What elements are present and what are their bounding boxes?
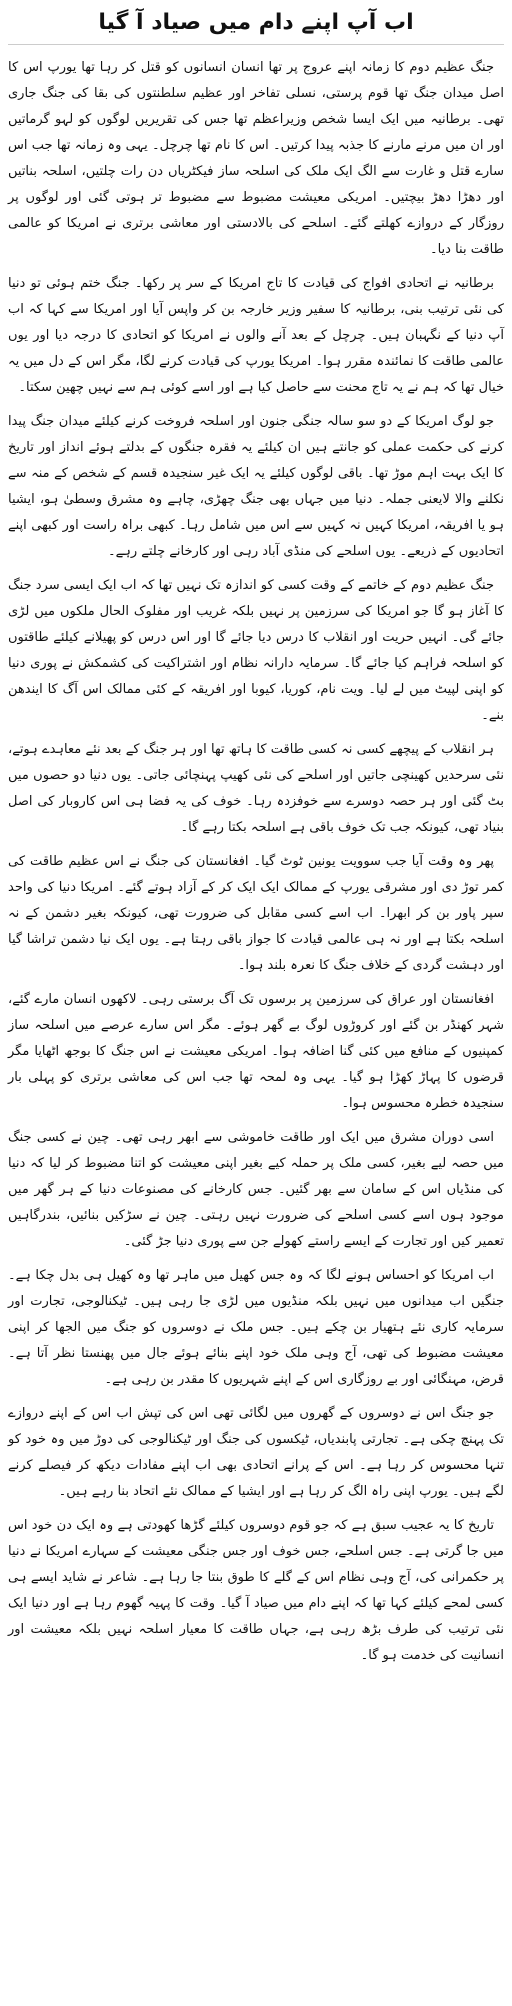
article-paragraph: برطانیہ نے اتحادی افواج کی قیادت کا تاج امریکا کے سر پر رکھا۔ جنگ ختم ہوئی تو دنیا کی نئی ترتیب بنی، برطانیہ کا سفیر وزیر خارجہ بن کر واپس آیا اور امریکا سے کہا کہ اب آپ دنیا کے نگہبان ہیں۔ چرچل کے بعد آنے والوں نے امریکا کو اتحادی کا درجہ دیا اور یوں عالمی طاقت کا نمائندہ مقرر ہوا۔ امریکا یورپ کی قیادت کرنے لگا، مگر اس کے دل میں یہ خیال تھا کہ ہم نے یہ تاج محنت سے حاصل کیا ہے اور اسے کوئی ہم سے نہیں چھین سکتا۔ [8, 276, 504, 395]
article-paragraph: جنگ عظیم دوم کے خاتمے کے وقت کسی کو اندازہ تک نہیں تھا کہ اب ایک ایسی سرد جنگ کا آغاز ہو گا جو امریکا کی سرزمین پر نہیں بلکہ غریب اور مفلوک الحال ملکوں میں لڑی جائے گی۔ انہیں حریت اور انقلاب کا درس دیا جائے گا اور اس درس کو پھیلانے کیلئے طاقتوں کو اسلحہ فراہم کیا جائے گا۔ سرمایہ دارانہ نظام اور اشتراکیت کی کشمکش نے پوری دنیا کو اپنی لپیٹ میں لے لیا۔ ویت نام، کوریا، کیوبا اور افریقہ کے کئی ممالک اس آگ کا ایندھن بنے۔ [8, 578, 504, 723]
article-paragraph: اب امریکا کو احساس ہونے لگا کہ وہ جس کھیل میں ماہر تھا وہ کھیل ہی بدل چکا ہے۔ جنگیں اب میدانوں میں نہیں بلکہ منڈیوں میں لڑی جا رہی ہیں۔ ٹیکنالوجی، تجارت اور سرمایہ کاری نئے ہتھیار بن چکے ہیں۔ جس ملک نے دوسروں کو جنگ میں الجھا کر اپنی معیشت مضبوط کی تھی، آج وہی ملک خود اپنے بنائے ہوئے جال میں پھنستا نظر آتا ہے۔ قرض، مہنگائی اور بے روزگاری اس کے اپنے شہریوں کا مقدر بن رہی ہے۔ [8, 1268, 504, 1387]
article-paragraph: تاریخ کا یہ عجیب سبق ہے کہ جو قوم دوسروں کیلئے گڑھا کھودتی ہے وہ ایک دن خود اس میں جا گرتی ہے۔ جس اسلحے، جس خوف اور جس جنگی معیشت کے سہارے امریکا نے دنیا پر حکمرانی کی، آج وہی نظام اس کے گلے کا طوق بنتا جا رہا ہے۔ شاعر نے شاید ایسے ہی کسی لمحے کیلئے کہا تھا کہ اپنے دام میں صیاد آ گیا۔ وقت کا پہیہ گھوم رہا ہے اور دنیا ایک نئی ترتیب کی طرف بڑھ رہی ہے، جہاں طاقت کا معیار اسلحہ نہیں بلکہ معیشت اور انسانیت کی خدمت ہو گا۔ [8, 1518, 504, 1663]
article-paragraph: افغانستان اور عراق کی سرزمین پر برسوں تک آگ برستی رہی۔ لاکھوں انسان مارے گئے، شہر کھنڈر بن گئے اور کروڑوں لوگ بے گھر ہوئے۔ مگر اس سارے عرصے میں اسلحہ ساز کمپنیوں کے منافع میں کئی گنا اضافہ ہوا۔ امریکی معیشت نے اس جنگ کا بوجھ اٹھایا مگر قرضوں کا پہاڑ کھڑا ہو گیا۔ یہی وہ لمحہ تھا جب اس کی معاشی برتری کو پہلی بار سنجیدہ خطرہ محسوس ہوا۔ [8, 992, 504, 1111]
article-paragraph: اسی دوران مشرق میں ایک اور طاقت خاموشی سے ابھر رہی تھی۔ چین نے کسی جنگ میں حصہ لیے بغیر، کسی ملک پر حملہ کیے بغیر اپنی معیشت کو اتنا مضبوط کر لیا کہ دنیا کی منڈیاں اس کے سامان سے بھر گئیں۔ جس کارخانے کی مصنوعات دنیا کے ہر گھر میں موجود ہوں اسے کسی اسلحے کی ضرورت نہیں رہتی۔ چین نے سڑکیں بنائیں، بندرگاہیں تعمیر کیں اور تجارت کے ایسے راستے کھولے جن سے پوری دنیا جڑ گئی۔ [8, 1130, 504, 1249]
article-paragraph: جو لوگ امریکا کے دو سو سالہ جنگی جنون اور اسلحہ فروخت کرنے کیلئے میدان جنگ پیدا کرنے کی حکمت عملی کو جانتے ہیں ان کیلئے یہ فقرہ جنگوں کے بدلتے ہوئے انداز اور تاریخ کا ایک بہت اہم موڑ تھا۔ باقی لوگوں کیلئے یہ ایک غیر سنجیدہ قسم کے شخص کے منہ سے نکلنے والا لایعنی جملہ۔ دنیا میں جہاں بھی جنگ چھڑی، چاہے وہ مشرق وسطیٰ ہو، ایشیا ہو یا افریقہ، امریکا کہیں نہ کہیں سے اس میں شامل رہا۔ کبھی براہ راست اور کبھی اپنے اتحادیوں کے ذریعے۔ یوں اسلحے کی منڈی آباد رہی اور کارخانے چلتے رہے۔ [8, 414, 504, 559]
article-paragraph: جنگ عظیم دوم کا زمانہ اپنے عروج پر تھا انسان انسانوں کو قتل کر رہا تھا یورپ اس کا اصل میدان جنگ تھا قوم پرستی، نسلی تفاخر اور عظیم سلطنتوں کی بقا کی جنگ جاری تھی۔ برطانیہ میں ایک ایسا شخص وزیراعظم تھا جس کی تقریریں لوگوں کو لہو گرماتیں اور ان میں مرنے مارنے کا جذبہ پیدا کرتیں۔ اس کا نام تھا چرچل۔ یہی وہ زمانہ تھا جب اس سارے قتل و غارت سے الگ ایک ملک کی اسلحہ ساز فیکٹریاں دن رات چلتیں، اسلحہ بناتیں اور دھڑا دھڑ بیچتیں۔ امریکی معیشت مضبوط سے مضبوط تر ہوتی گئی اور لوگوں پر روزگار کے دروازے کھلتے گئے۔ اسلحے کی بالادستی اور معاشی برتری نے امریکا کو عالمی طاقت بنا دیا۔ [8, 60, 504, 257]
article-paragraph: ہر انقلاب کے پیچھے کسی نہ کسی طاقت کا ہاتھ تھا اور ہر جنگ کے بعد نئے معاہدے ہوتے، نئی سرحدیں کھینچی جاتیں اور اسلحے کی نئی کھیپ پہنچائی جاتی۔ یوں دنیا دو حصوں میں بٹ گئی اور ہر حصہ دوسرے سے خوفزدہ رہا۔ خوف کی یہ فضا ہی اس کاروبار کی اصل بنیاد تھی، کیونکہ جب تک خوف باقی ہے اسلحہ بکتا رہے گا۔ [8, 742, 504, 835]
article-paragraph: پھر وہ وقت آیا جب سوویت یونین ٹوٹ گیا۔ افغانستان کی جنگ نے اس عظیم طاقت کی کمر توڑ دی اور مشرقی یورپ کے ممالک ایک ایک کر کے آزاد ہوتے گئے۔ امریکا دنیا کی واحد سپر پاور بن کر ابھرا۔ اب اسے کسی مقابل کی ضرورت تھی، کیونکہ بغیر دشمن کے نہ اسلحہ بکتا ہے اور نہ ہی عالمی قیادت کا جواز باقی رہتا ہے۔ یوں ایک نیا دشمن تراشا گیا اور دہشت گردی کے خلاف جنگ کا نعرہ بلند ہوا۔ [8, 854, 504, 973]
article-body [8, 55, 504, 1669]
article-headline: اب آپ اپنے دام میں صیاد آ گیا [8, 8, 504, 45]
article-paragraph: جو جنگ اس نے دوسروں کے گھروں میں لگائی تھی اس کی تپش اب اس کے اپنے دروازے تک پہنچ چکی ہے۔ تجارتی پابندیاں، ٹیکسوں کی جنگ اور ٹیکنالوجی کی دوڑ میں وہ خود کو تنہا محسوس کر رہا ہے۔ اس کے پرانے اتحادی بھی اب اپنے مفادات دیکھ کر فیصلے کرنے لگے ہیں۔ یورپ اپنی راہ الگ کر رہا ہے اور ایشیا کے ممالک نئے اتحاد بنا رہے ہیں۔ [8, 1406, 504, 1499]
